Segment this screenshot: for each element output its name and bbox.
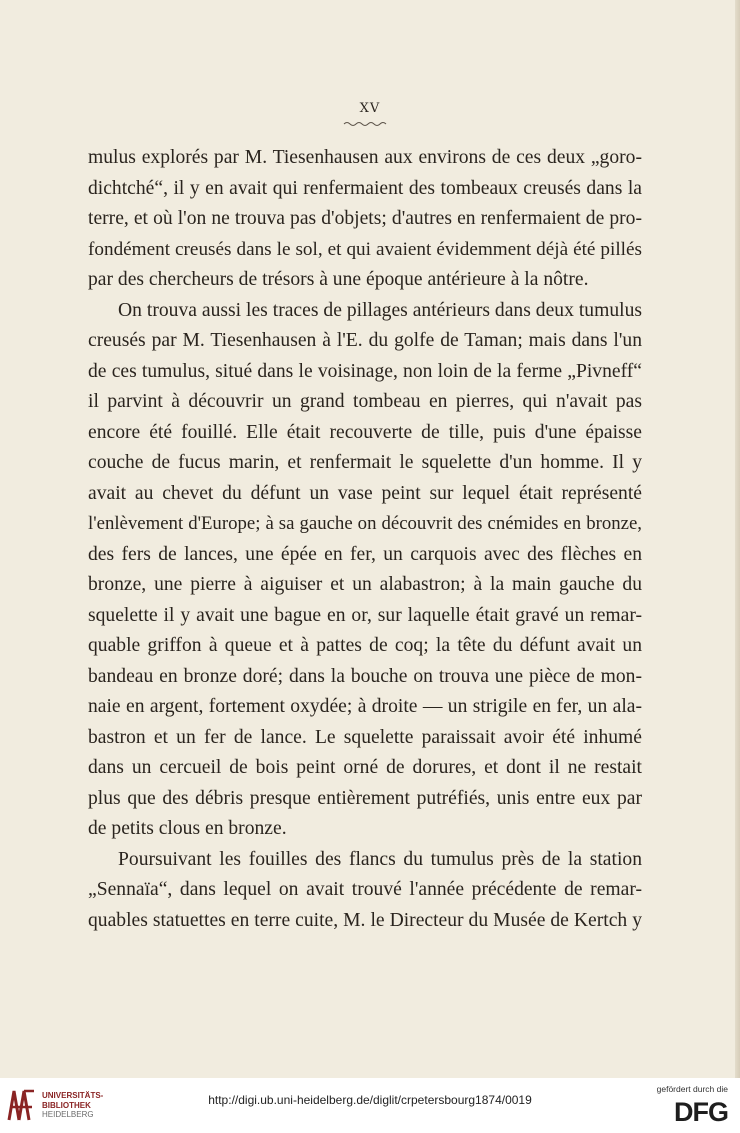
dfg-logo[interactable]: DFG [674,1097,728,1127]
text-line: fondément creusés dans le sol, et qui avaient évidemment déjà été pillés [88,238,642,260]
text-line: „Sennaïa“, dans lequel on avait trouvé l'année précédente de remar- [88,879,642,900]
text-line: naie en argent, fortement oxydée; à droite — un strigile en fer, un ala- [88,696,642,717]
text-line: mulus explorés par M. Tiesenhausen aux environs de ces deux „goro- [88,147,642,168]
text-line: il parvint à découvrir un grand tombeau en pierres, qui n'avait pas [88,391,642,412]
text-line: avait au chevet du défunt un vase peint sur lequel était représenté [88,482,642,504]
text-line: dichtché“, il y en avait qui renfermaient des tombeaux creusés dans la [88,177,642,199]
text-line: quable griffon à queue et à pattes de coq; la tête du défunt avait un [88,635,642,656]
library-name-line3: HEIDELBERG [42,1110,94,1119]
library-name-line1: UNIVERSITÄTS- [42,1091,104,1100]
text-line: quables statuettes en terre cuite, M. le Directeur du Musée de Kertch y [88,909,642,931]
page-edge [735,0,740,1078]
ornament-icon [343,120,389,128]
text-line: creusés par M. Tiesenhausen à l'E. du golfe de Taman; mais dans l'un [88,330,642,351]
text-line: bronze, une pierre à aiguiser et un alabastron; à la main gauche du [88,574,642,595]
text-line: de petits clous en bronze. [88,818,287,839]
footer-bar [0,1078,740,1133]
text-line: On trouva aussi les traces de pillages antérieurs dans deux tumulus [118,299,642,321]
text-line: squelette il y avait une bague en or, sur laquelle était gravé un remar- [88,604,642,626]
text-line: bandeau en bronze doré; dans la bouche on trouva une pièce de mon- [88,665,642,687]
text-line: encore été fouillé. Elle était recouverte de tille, puis d'une épaisse [88,421,642,443]
text-line: Poursuivant les fouilles des flancs du tumulus près de la station [118,848,642,870]
text-line: plus que des débris presque entièrement putréfiés, unis entre eux par [88,787,642,809]
text-line: bastron et un fer de lance. Le squelette paraissait avoir été inhumé [88,726,642,748]
source-url-link[interactable]: http://digi.ub.uni-heidelberg.de/diglit/crpetersbourg1874/0019 [208,1093,532,1107]
body-text [88,143,642,936]
text-line: par des chercheurs de trésors à une époque antérieure à la nôtre. [88,269,589,290]
text-line: des fers de lances, une épée en fer, un carquois avec des flèches en [88,543,642,565]
page-number: XV [359,101,381,116]
text-line: l'enlèvement d'Europe; à sa gauche on découvrit des cnémides en bronze, [88,513,642,534]
text-line: couche de fucus marin, et renfermait le squelette d'un homme. Il y [88,452,642,473]
library-name-line2: BIBLIOTHEK [42,1100,91,1110]
text-line: terre, et où l'on ne trouva pas d'objets; d'autres en renfermaient de pro- [88,208,642,229]
text-line: dans un cercueil de bois peint orné de dorures, et dont il ne restait [88,757,642,778]
funding-label: gefördert durch die [656,1084,728,1094]
text-line: de ces tumulus, situé dans le voisinage, non loin de la ferme „Pivneff“ [88,360,642,382]
